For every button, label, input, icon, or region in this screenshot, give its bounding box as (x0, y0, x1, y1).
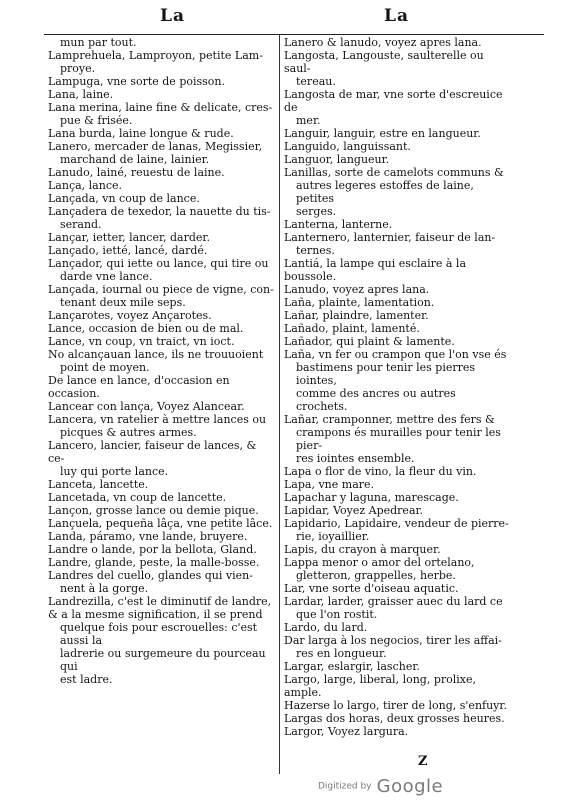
entry-line: autres legeres estoffes de laine, petites (296, 179, 474, 205)
entry-line: Languir, languir, estre en langueur. (284, 127, 481, 140)
entry-line: Lançadera de texedor, la nauette du tis- (48, 205, 271, 218)
entry-line: darde vne lance. (60, 270, 153, 283)
entry-line: gletteron, grappelles, herbe. (296, 569, 456, 582)
entry-line: Lapidario, Lapidaire, vendeur de pierre- (284, 517, 509, 530)
entry-line: Lanillas, sorte de camelots communs & (284, 166, 504, 179)
entry-line: Lanero, mercader de lanas, Megissier, (48, 140, 263, 153)
entry-line: Hazerse lo largo, tirer de long, s'enfuyr. (284, 699, 507, 712)
entry-line: De lance en lance, d'occasion en occasion. (48, 374, 230, 400)
right-column (284, 36, 510, 738)
entry-line: Lançada, iournal ou piece de vigne, con- (48, 283, 274, 296)
entry-line: Largar, eslargir, lascher. (284, 660, 420, 673)
entry-line: Largas dos horas, deux grosses heures. (284, 712, 505, 725)
entry-line: Landa, páramo, vne lande, bruyere. (48, 530, 248, 543)
column-divider (279, 34, 280, 774)
entry-line: Landrezilla, c'est le diminutif de landre, (48, 595, 272, 608)
entry-line: Langosta de mar, vne sorte d'escreuice de (284, 88, 503, 114)
entry-line: Lançado, ietté, lancé, dardé. (48, 244, 208, 257)
signature-mark: Z (418, 754, 428, 769)
entry-line: Lancera, vn ratelier à mettre lances ou (48, 413, 267, 426)
entry-line: Lardo, du lard. (284, 621, 368, 634)
entry-line: Landre, glande, peste, la malle-bosse. (48, 556, 260, 569)
entry-line: Lañar, cramponner, mettre des fers & (284, 413, 495, 426)
running-head-left: La (160, 6, 185, 26)
entry-line: Lançarotes, voyez Ançarotes. (48, 309, 212, 322)
entry-line: Landres del cuello, glandes qui vien- (48, 569, 253, 582)
google-logo: Google (376, 776, 444, 797)
entry-line: tereau. (296, 75, 336, 88)
entry-line: Laña, vn fer ou crampon que l'on vse és (284, 348, 507, 361)
entry-line: point de moyen. (60, 361, 150, 374)
entry-line: serand. (60, 218, 102, 231)
entry-line: Lana, laine. (48, 88, 114, 101)
entry-line: Lañador, qui plaint & lamente. (284, 335, 455, 348)
entry-line: Lapachar y laguna, marescage. (284, 491, 459, 504)
entry-line: Lançon, grosse lance ou demie pique. (48, 504, 259, 517)
entry-line: ladrerie ou surgemeure du pourceau qui (60, 647, 266, 673)
entry-line: Lar, vne sorte d'oiseau aquatic. (284, 582, 459, 595)
entry-line: Dar larga à los negocios, tirer les affai- (284, 634, 502, 647)
entry-line: Lapa, vne mare. (284, 478, 375, 491)
entry-line: crampons és murailles pour tenir les pier- (296, 426, 501, 452)
entry-line: comme des ancres ou autres crochets. (296, 387, 456, 413)
entry-line: Lardar, larder, graisser auec du lard ce (284, 595, 503, 608)
entry-line: Lançuela, pequeña lâça, vne petite lâce. (48, 517, 273, 530)
entry-line: picques & autres armes. (60, 426, 197, 439)
entry-line: Lançar, ietter, lancer, darder. (48, 231, 210, 244)
entry-line: Lanternero, lanternier, faiseur de lan- (284, 231, 496, 244)
entry-line: Landre o lande, por la bellota, Gland. (48, 543, 257, 556)
entry-line: Lance, vn coup, vn traict, vn ioct. (48, 335, 235, 348)
entry-line: Largor, Voyez largura. (284, 725, 409, 738)
entry-line: quelque fois pour escrouelles: c'est aussi la (60, 621, 258, 647)
entry-line: nent à la gorge. (60, 582, 149, 595)
entry-line: proye. (60, 62, 96, 75)
entry-line: tenant deux mile seps. (60, 296, 186, 309)
entry-line: Lana burda, laine longue & rude. (48, 127, 234, 140)
entry-line: Lappa menor o amor del ortelano, (284, 556, 475, 569)
entry-line: res iointes ensemble. (296, 452, 415, 465)
entry-line: Lanero & lanudo, voyez apres lana. (284, 36, 482, 49)
entry-line: No alcançauan lance, ils ne trouuoient (48, 348, 264, 361)
entry-line: Lanceta, lancette. (48, 478, 149, 491)
entry-line: res en longueur. (296, 647, 387, 660)
entry-line: Langosta, Langouste, saulterelle ou saul- (284, 49, 484, 75)
google-watermark (318, 776, 443, 797)
entry-line: Lanterna, lanterne. (284, 218, 393, 231)
entry-line: rie, ioyaillier. (296, 530, 370, 543)
entry-line: & a la mesme signification, il se prend (48, 608, 263, 621)
entry-line: Lañado, plaint, lamenté. (284, 322, 420, 335)
entry-line: Lantiá, la lampe qui esclaire à la boussole. (284, 257, 467, 283)
entry-line: que l'on rostit. (296, 608, 378, 621)
entry-line: Lampuga, vne sorte de poisson. (48, 75, 225, 88)
entry-line: Lançador, qui iette ou lance, qui tire ou (48, 257, 269, 270)
entry-line: mer. (296, 114, 321, 127)
entry-line: Lana merina, laine fine & delicate, cres- (48, 101, 273, 114)
entry-line: Lanudo, lainé, reuestu de laine. (48, 166, 225, 179)
entry-line: ternes. (296, 244, 335, 257)
entry-line: Lamprehuela, Lamproyon, petite Lam- (48, 49, 263, 62)
entry-line: Largo, large, liberal, long, prolixe, ample. (284, 673, 477, 699)
entry-line: luy qui porte lance. (60, 465, 169, 478)
entry-line: Languido, languissant. (284, 140, 411, 153)
left-column (48, 36, 274, 686)
entry-line: bastimens pour tenir les pierres iointes, (296, 361, 476, 387)
entry-line: mun par tout. (60, 36, 137, 49)
entry-line: Lancear con lança, Voyez Alancear. (48, 400, 245, 413)
entry-line: Lanudo, voyez apres lana. (284, 283, 430, 296)
header-rule (44, 34, 544, 35)
entry-line: serges. (296, 205, 337, 218)
entry-line: pue & frisée. (60, 114, 133, 127)
entry-line: Lapidar, Voyez Apedrear. (284, 504, 424, 517)
entry-line: Laña, plainte, lamentation. (284, 296, 435, 309)
entry-line: Lapis, du crayon à marquer. (284, 543, 441, 556)
running-head-right: La (384, 6, 409, 26)
entry-line: Languor, langueur. (284, 153, 390, 166)
entry-line: marchand de laine, lainier. (60, 153, 210, 166)
entry-line: Lañar, plaindre, lamenter. (284, 309, 429, 322)
entry-line: Lancero, lancier, faiseur de lances, & ce- (48, 439, 257, 465)
entry-line: Lançada, vn coup de lance. (48, 192, 200, 205)
watermark-prefix: Digitized by (318, 781, 372, 792)
entry-line: est ladre. (60, 673, 113, 686)
entry-line: Lance, occasion de bien ou de mal. (48, 322, 244, 335)
entry-line: Lancetada, vn coup de lancette. (48, 491, 227, 504)
entry-line: Lapa o flor de vino, la fleur du vin. (284, 465, 477, 478)
entry-line: Lança, lance. (48, 179, 122, 192)
